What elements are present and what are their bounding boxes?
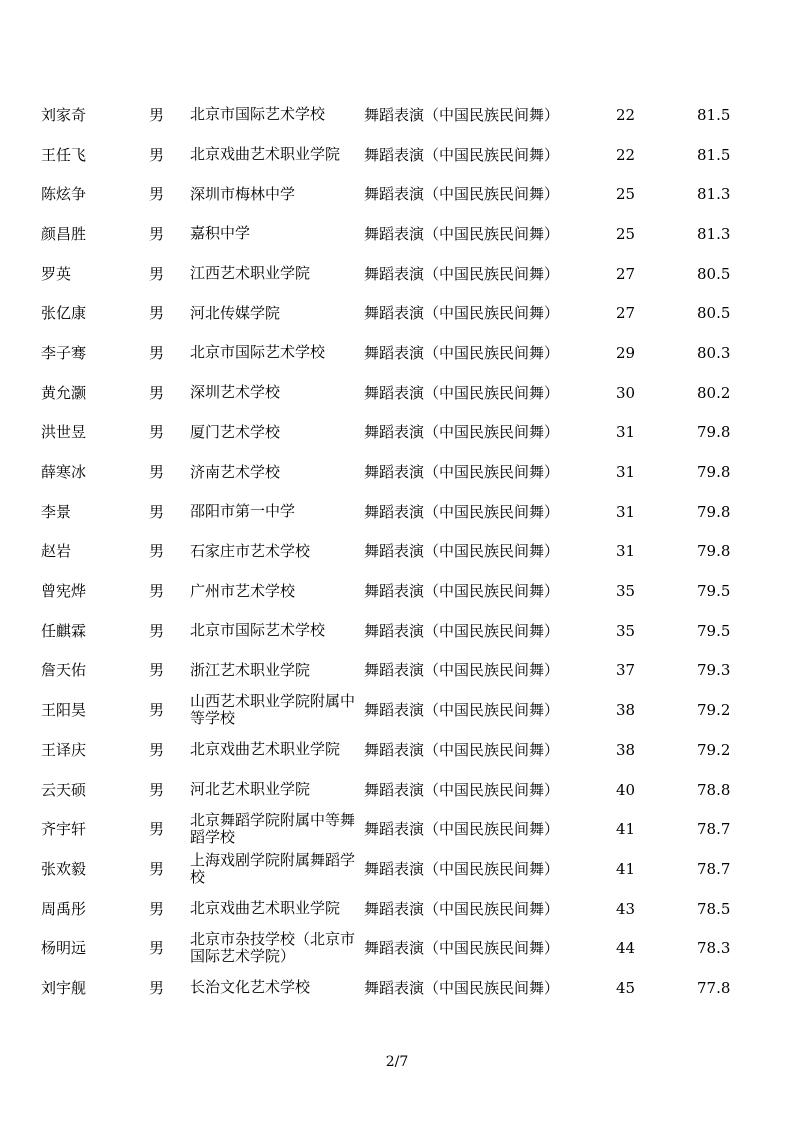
student-rank: 35 bbox=[616, 582, 636, 601]
table-row bbox=[0, 492, 794, 532]
table-row bbox=[0, 254, 794, 294]
student-gender: 男 bbox=[149, 939, 165, 958]
student-rank: 25 bbox=[616, 224, 636, 243]
student-school: 上海戏剧学院附属舞蹈学校 bbox=[190, 850, 356, 886]
student-score: 80.3 bbox=[697, 343, 731, 362]
table-row bbox=[0, 849, 794, 889]
table-row bbox=[0, 571, 794, 611]
student-name: 张欢毅 bbox=[41, 859, 87, 878]
student-name: 薛寒冰 bbox=[41, 463, 87, 482]
student-rank: 41 bbox=[616, 859, 636, 878]
student-name: 杨明远 bbox=[41, 939, 87, 958]
student-name: 赵岩 bbox=[41, 542, 72, 561]
student-score: 80.5 bbox=[697, 304, 731, 323]
student-name: 刘家奇 bbox=[41, 105, 87, 124]
table-row bbox=[0, 889, 794, 929]
student-major: 舞蹈表演（中国民族民间舞） bbox=[364, 740, 560, 759]
student-name: 颜昌胜 bbox=[41, 224, 87, 243]
student-school: 北京市国际艺术学校 bbox=[190, 105, 326, 124]
student-gender: 男 bbox=[149, 740, 165, 759]
student-name: 李子骞 bbox=[41, 343, 87, 362]
student-major: 舞蹈表演（中国民族民间舞） bbox=[364, 859, 560, 878]
student-rank: 37 bbox=[616, 661, 636, 680]
table-row bbox=[0, 293, 794, 333]
student-gender: 男 bbox=[149, 859, 165, 878]
student-gender: 男 bbox=[149, 264, 165, 283]
student-major: 舞蹈表演（中国民族民间舞） bbox=[364, 701, 560, 720]
student-score: 79.8 bbox=[697, 502, 731, 521]
student-major: 舞蹈表演（中国民族民间舞） bbox=[364, 582, 560, 601]
student-rank: 44 bbox=[616, 939, 636, 958]
student-name: 王任飞 bbox=[41, 145, 87, 164]
student-major: 舞蹈表演（中国民族民间舞） bbox=[364, 383, 560, 402]
student-school: 嘉积中学 bbox=[190, 224, 251, 243]
student-school: 北京市国际艺术学校 bbox=[190, 343, 326, 362]
student-school: 石家庄市艺术学校 bbox=[190, 541, 311, 560]
student-rank: 31 bbox=[616, 423, 636, 442]
table-row bbox=[0, 532, 794, 572]
table-row bbox=[0, 214, 794, 254]
student-name: 云天硕 bbox=[41, 780, 87, 799]
student-gender: 男 bbox=[149, 304, 165, 323]
student-gender: 男 bbox=[149, 502, 165, 521]
student-gender: 男 bbox=[149, 899, 165, 918]
student-major: 舞蹈表演（中国民族民间舞） bbox=[364, 343, 560, 362]
student-gender: 男 bbox=[149, 582, 165, 601]
table-row bbox=[0, 333, 794, 373]
student-school: 深圳艺术学校 bbox=[190, 383, 281, 402]
student-name: 曾宪烨 bbox=[41, 582, 87, 601]
student-rank: 27 bbox=[616, 304, 636, 323]
student-gender: 男 bbox=[149, 145, 165, 164]
student-school: 济南艺术学校 bbox=[190, 462, 281, 481]
student-school: 北京市杂技学校（北京市国际艺术学院） bbox=[190, 930, 356, 966]
student-gender: 男 bbox=[149, 542, 165, 561]
student-rank: 31 bbox=[616, 502, 636, 521]
student-gender: 男 bbox=[149, 820, 165, 839]
student-score: 79.8 bbox=[697, 423, 731, 442]
student-score: 79.5 bbox=[697, 621, 731, 640]
table-row bbox=[0, 651, 794, 691]
student-score: 79.2 bbox=[697, 701, 731, 720]
student-name: 陈炫争 bbox=[41, 185, 87, 204]
student-score: 81.3 bbox=[697, 224, 731, 243]
student-major: 舞蹈表演（中国民族民间舞） bbox=[364, 939, 560, 958]
student-gender: 男 bbox=[149, 978, 165, 997]
student-score: 80.5 bbox=[697, 264, 731, 283]
student-rank: 22 bbox=[616, 105, 636, 124]
student-rank: 25 bbox=[616, 185, 636, 204]
student-major: 舞蹈表演（中国民族民间舞） bbox=[364, 304, 560, 323]
student-major: 舞蹈表演（中国民族民间舞） bbox=[364, 105, 560, 124]
student-major: 舞蹈表演（中国民族民间舞） bbox=[364, 185, 560, 204]
student-gender: 男 bbox=[149, 701, 165, 720]
student-score: 79.8 bbox=[697, 463, 731, 482]
student-school: 邵阳市第一中学 bbox=[190, 502, 296, 521]
student-major: 舞蹈表演（中国民族民间舞） bbox=[364, 780, 560, 799]
student-school: 广州市艺术学校 bbox=[190, 581, 296, 600]
student-rank: 38 bbox=[616, 701, 636, 720]
table-row bbox=[0, 174, 794, 214]
student-name: 罗英 bbox=[41, 264, 72, 283]
student-score: 79.8 bbox=[697, 542, 731, 561]
student-name: 刘宇舰 bbox=[41, 978, 87, 997]
student-gender: 男 bbox=[149, 780, 165, 799]
student-score: 78.7 bbox=[697, 859, 731, 878]
student-name: 张亿康 bbox=[41, 304, 87, 323]
student-school: 北京戏曲艺术职业学院 bbox=[190, 145, 341, 164]
student-score: 78.3 bbox=[697, 939, 731, 958]
table-row bbox=[0, 770, 794, 810]
table-row bbox=[0, 809, 794, 849]
table-row bbox=[0, 968, 794, 1008]
student-rank: 29 bbox=[616, 343, 636, 362]
student-name: 齐宇轩 bbox=[41, 820, 87, 839]
student-school: 河北传媒学院 bbox=[190, 303, 281, 322]
table-row bbox=[0, 452, 794, 492]
student-score: 81.5 bbox=[697, 145, 731, 164]
student-score: 79.2 bbox=[697, 740, 731, 759]
student-score: 78.8 bbox=[697, 780, 731, 799]
student-gender: 男 bbox=[149, 621, 165, 640]
table-row bbox=[0, 690, 794, 730]
student-score: 81.5 bbox=[697, 105, 731, 124]
student-school: 厦门艺术学校 bbox=[190, 422, 281, 441]
student-major: 舞蹈表演（中国民族民间舞） bbox=[364, 820, 560, 839]
table-row bbox=[0, 135, 794, 175]
table-row bbox=[0, 611, 794, 651]
student-major: 舞蹈表演（中国民族民间舞） bbox=[364, 978, 560, 997]
student-school: 江西艺术职业学院 bbox=[190, 264, 311, 283]
student-school: 北京戏曲艺术职业学院 bbox=[190, 740, 341, 759]
student-school: 北京戏曲艺术职业学院 bbox=[190, 899, 341, 918]
page-number: 2/7 bbox=[385, 1054, 409, 1070]
student-school: 北京舞蹈学院附属中等舞蹈学校 bbox=[190, 811, 356, 847]
student-major: 舞蹈表演（中国民族民间舞） bbox=[364, 542, 560, 561]
student-gender: 男 bbox=[149, 185, 165, 204]
student-school: 山西艺术职业学院附属中等学校 bbox=[190, 692, 356, 728]
student-score: 78.7 bbox=[697, 820, 731, 839]
student-score: 77.8 bbox=[697, 978, 731, 997]
student-major: 舞蹈表演（中国民族民间舞） bbox=[364, 145, 560, 164]
student-school: 北京市国际艺术学校 bbox=[190, 621, 326, 640]
table-row bbox=[0, 928, 794, 968]
student-gender: 男 bbox=[149, 224, 165, 243]
student-name: 詹天佑 bbox=[41, 661, 87, 680]
student-rank: 30 bbox=[616, 383, 636, 402]
student-rank: 27 bbox=[616, 264, 636, 283]
student-name: 黄允灏 bbox=[41, 383, 87, 402]
student-rank: 31 bbox=[616, 463, 636, 482]
student-major: 舞蹈表演（中国民族民间舞） bbox=[364, 463, 560, 482]
student-school: 长治文化艺术学校 bbox=[190, 978, 311, 997]
student-rank: 35 bbox=[616, 621, 636, 640]
student-rank: 40 bbox=[616, 780, 636, 799]
student-gender: 男 bbox=[149, 463, 165, 482]
student-major: 舞蹈表演（中国民族民间舞） bbox=[364, 502, 560, 521]
results-table bbox=[0, 95, 794, 1008]
student-name: 王译庆 bbox=[41, 740, 87, 759]
student-gender: 男 bbox=[149, 383, 165, 402]
table-row bbox=[0, 413, 794, 453]
student-major: 舞蹈表演（中国民族民间舞） bbox=[364, 661, 560, 680]
student-gender: 男 bbox=[149, 661, 165, 680]
student-score: 79.5 bbox=[697, 582, 731, 601]
student-rank: 38 bbox=[616, 740, 636, 759]
table-row bbox=[0, 730, 794, 770]
student-gender: 男 bbox=[149, 423, 165, 442]
student-name: 李景 bbox=[41, 502, 72, 521]
student-name: 周禹彤 bbox=[41, 899, 87, 918]
student-school: 浙江艺术职业学院 bbox=[190, 660, 311, 679]
table-row bbox=[0, 95, 794, 135]
student-rank: 43 bbox=[616, 899, 636, 918]
student-rank: 45 bbox=[616, 978, 636, 997]
student-score: 79.3 bbox=[697, 661, 731, 680]
student-name: 任麒霖 bbox=[41, 621, 87, 640]
student-rank: 41 bbox=[616, 820, 636, 839]
student-gender: 男 bbox=[149, 105, 165, 124]
student-major: 舞蹈表演（中国民族民间舞） bbox=[364, 423, 560, 442]
student-score: 78.5 bbox=[697, 899, 731, 918]
student-school: 河北艺术职业学院 bbox=[190, 780, 311, 799]
student-name: 王阳昊 bbox=[41, 701, 87, 720]
student-major: 舞蹈表演（中国民族民间舞） bbox=[364, 621, 560, 640]
student-school: 深圳市梅林中学 bbox=[190, 184, 296, 203]
student-major: 舞蹈表演（中国民族民间舞） bbox=[364, 899, 560, 918]
student-score: 81.3 bbox=[697, 185, 731, 204]
student-major: 舞蹈表演（中国民族民间舞） bbox=[364, 224, 560, 243]
student-gender: 男 bbox=[149, 343, 165, 362]
student-rank: 31 bbox=[616, 542, 636, 561]
student-name: 洪世昱 bbox=[41, 423, 87, 442]
student-major: 舞蹈表演（中国民族民间舞） bbox=[364, 264, 560, 283]
table-row bbox=[0, 373, 794, 413]
student-rank: 22 bbox=[616, 145, 636, 164]
student-score: 80.2 bbox=[697, 383, 731, 402]
